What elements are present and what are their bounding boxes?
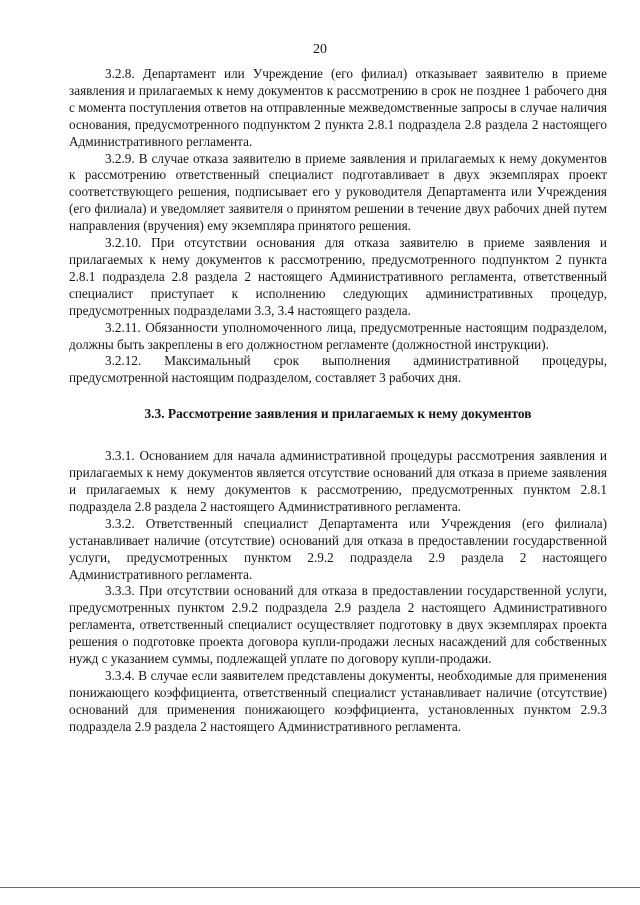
paragraph-3-2-8: 3.2.8. Департамент или Учреждение (его филиал) отказывает заявителю в приеме заявления и прилагаемых к нему документов к рассмотрению в срок не позднее 1 рабочего дня с момента поступления ответов на отправленные межведомственные запросы в случае наличия основания, предусмотренного подпунктом 2 пункта 2.8.1 подраздела 2.8 раздела 2 настоящего Административного регламента. [69,66,607,149]
paragraph-3-3-2: 3.3.2. Ответственный специалист Департамента или Учреждения (его филиала) устанавливает наличие (отсутствие) оснований для отказа в предоставлении государственной услуги, предусмотренных пунктом 2.9.2 подраздела 2.9 раздела 2 настоящего Административного регламента. [69,515,607,582]
paragraph-3-2-11: 3.2.11. Обязанности уполномоченного лица, предусмотренные настоящим подразделом, должны быть закреплены в его должностном регламенте (должностной инструкции). [69,319,607,352]
section-heading: 3.3. Рассмотрение заявления и прилагаемых к нему документов [144,406,532,422]
paragraph-3-2-12: 3.2.12. Максимальный срок выполнения административной процедуры, предусмотренной настоящим подразделом, составляет 3 рабочих дня. [69,353,607,386]
paragraph-3-3-3: 3.3.3. При отсутствии оснований для отказа в предоставлении государственной услуги, предусмотренных пунктом 2.9.2 подраздела 2.9 раздела 2 настоящего Административного регламента, ответственный специалист осуществляет подготовку в двух экземплярах проекта решения о подготовке проекта договора купли-продажи лесных насаждений для собственных нужд с указанием суммы, подлежащей уплате по договору купли-продажи. [69,583,607,667]
paragraph-3-2-9: 3.2.9. В случае отказа заявителю в приеме заявления и прилагаемых к нему документов к рассмотрению ответственный специалист подготавливает в двух экземплярах проект соответствующего решения, подписывает его у руководителя Департамента или Учреждения (его филиала) и уведомляет заявителя о принятом решении в течение двух рабочих дней путем направления (вручения) ему экземпляра принятого решения. [69,150,607,234]
paragraph-3-3-4: 3.3.4. В случае если заявителем представлены документы, необходимые для применения понижающего коэффициента, ответственный специалист устанавливает наличие (отсутствие) оснований для применения понижающего коэффициента, установленных пунктом 2.9.3 подраздела 2.9 раздела 2 настоящего Административного регламента. [69,668,607,734]
page-number: 20 [313,42,327,57]
document-body [69,66,607,736]
paragraph-3-2-10: 3.2.10. При отсутствии основания для отказа заявителю в приеме заявления и прилагаемых к нему документов к рассмотрению, предусмотренного подпунктом 2 пункта 2.8.1 подраздела 2.8 раздела 2 настоящего Административного регламента, ответственный специалист приступает к исполнению следующих административных процедур, предусмотренных подразделами 3.3, 3.4 настоящего раздела. [69,235,607,318]
paragraph-3-3-1: 3.3.1. Основанием для начала административной процедуры рассмотрения заявления и прилагаемых к нему документов является отсутствие оснований для отказа в приеме заявления и прилагаемых к нему документов к рассмотрению, предусмотренных пунктом 2.8.1 подраздела 2.8 раздела 2 настоящего Административного регламента. [69,448,607,514]
scan-edge-line [0,887,640,888]
